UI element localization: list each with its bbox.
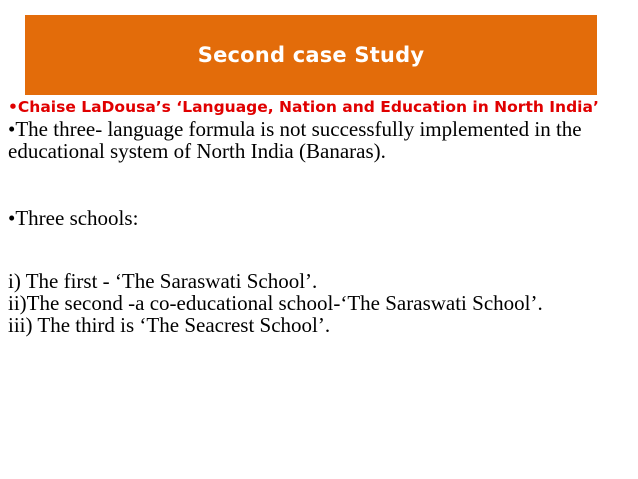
slide-content	[8, 96, 632, 336]
paragraph-formula: •The three- language formula is not successfully implemented in the educational system of North India (Banaras).	[8, 117, 582, 163]
slide-subtitle: •Chaise LaDousa’s ‘Language, Nation and Education in North India’	[8, 98, 599, 116]
paragraph-three-schools: •Three schools:	[8, 206, 139, 230]
paragraph-second-school: ii)The second -a co-educational school-‘The Saraswati School’.	[8, 291, 543, 315]
title-banner	[25, 15, 597, 95]
paragraph-first-school: i) The first - ‘The Saraswati School’.	[8, 269, 318, 293]
slide-title: Second case Study	[197, 43, 425, 67]
paragraph-third-school: iii) The third is ‘The Seacrest School’.	[8, 313, 331, 337]
